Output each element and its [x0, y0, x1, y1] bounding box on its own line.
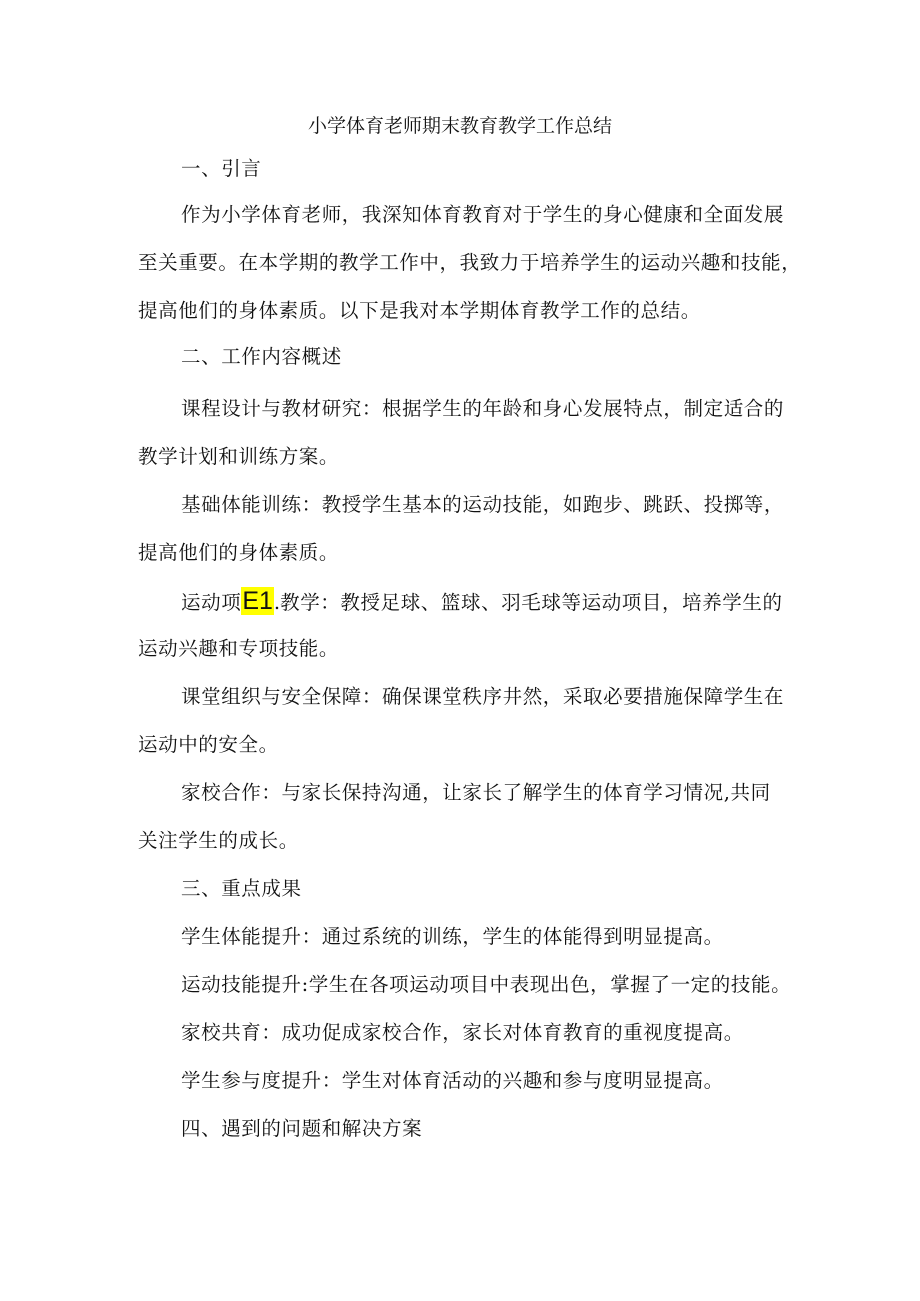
- result-participation: 学生参与度提升：学生对体育活动的兴趣和参与度明显提高。: [181, 1069, 724, 1092]
- course-design-line-2: 教学计划和训练方案。: [138, 445, 340, 468]
- result-fitness: 学生体能提升：通过系统的训练，学生的体能得到明显提高。: [181, 925, 724, 948]
- section-2-heading: 二、工作内容概述: [181, 345, 342, 368]
- class-safety-line-2: 运动中的安全。: [138, 733, 279, 756]
- home-school-line-2: 关注学生的成长。: [138, 829, 299, 852]
- intro-paragraph-line-1: 作为小学体育老师，我深知体育教育对于学生的身心健康和全面发展: [181, 203, 785, 226]
- section-1-heading: 一、引言: [181, 157, 262, 180]
- result-skills: 运动技能提升:学生在各项运动项目中表现出色，掌握了一定的技能。: [181, 973, 792, 996]
- sports-teaching-prefix: 运动项: [181, 591, 242, 614]
- fitness-training-line-2: 提高他们的身体素质。: [138, 541, 340, 564]
- document-title: 小学体育老师期末教育教学工作总结: [307, 115, 612, 137]
- intro-paragraph-line-2: 至关重要。在本学期的教学工作中，我致力于培养学生的运动兴趣和技能，: [138, 251, 802, 274]
- sports-teaching-line-1: [181, 586, 783, 618]
- home-school-line-1: 家校合作：与家长保持沟通，让家长了解学生的体育学习情况,共同: [181, 781, 771, 804]
- result-home-school: 家校共育：成功促成家校合作，家长对体育教育的重视度提高。: [181, 1021, 744, 1044]
- sports-teaching-line-2: 运动兴趣和专项技能。: [138, 637, 340, 660]
- section-4-heading: 四、遇到的问题和解决方案: [181, 1117, 423, 1140]
- highlighted-marker: E1: [242, 587, 273, 615]
- intro-paragraph-line-3: 提高他们的身体素质。以下是我对本学期体育教学工作的总结。: [138, 299, 701, 322]
- class-safety-line-1: 课堂组织与安全保障：确保课堂秩序井然，采取必要措施保障学生在: [181, 685, 785, 708]
- marker-dot: .: [273, 591, 281, 614]
- sports-teaching-rest: 教学：教授足球、篮球、羽毛球等运动项目，培养学生的: [280, 591, 783, 614]
- course-design-line-1: 课程设计与教材研究：根据学生的年龄和身心发展特点，制定适合的: [181, 397, 785, 420]
- fitness-training-line-1: 基础体能训练：教授学生基本的运动技能，如跑步、跳跃、投掷等，: [181, 493, 785, 516]
- section-3-heading: 三、重点成果: [181, 877, 302, 900]
